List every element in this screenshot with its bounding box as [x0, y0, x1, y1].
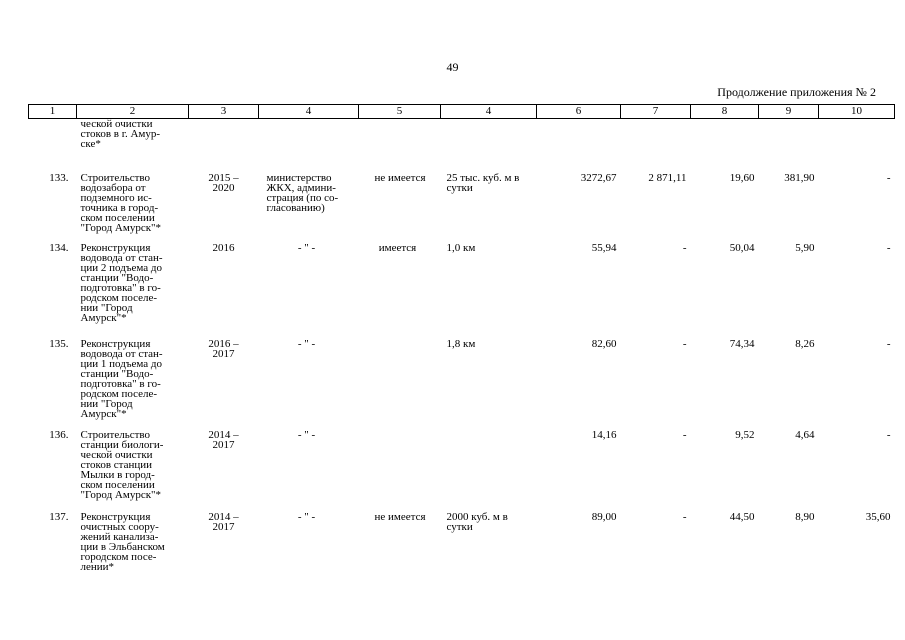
- continuation-label: Продолжение приложения № 2: [717, 85, 876, 99]
- table-row: [29, 119, 895, 169]
- years: 2016: [212, 241, 235, 254]
- capacity: 1,0 км: [446, 241, 476, 254]
- table-row: [29, 169, 895, 239]
- capacity: 25 тыс. куб. м в сутки: [446, 171, 520, 194]
- header-cell: 5: [359, 105, 441, 119]
- years: 2015 – 2020: [208, 171, 239, 194]
- header-cell: 9: [759, 105, 819, 119]
- amount-col-10: -: [886, 337, 891, 350]
- table-row: [29, 426, 895, 508]
- row-number: 137.: [49, 510, 69, 523]
- amount-col-7: -: [682, 241, 687, 254]
- row-number: 133.: [49, 171, 69, 184]
- amount-col-7: -: [682, 337, 687, 350]
- total-amount: [537, 119, 621, 169]
- amount-col-7: -: [682, 428, 687, 441]
- project-name: Реконструкция водовода от стан- ции 2 подъема до станции "Водо- подготовка" в го- родском поселе- нии "Город Амурск"*: [80, 241, 163, 324]
- header-cell: 1: [29, 105, 77, 119]
- amount-col-7: [621, 119, 691, 169]
- amount-col-8: 44,50: [729, 510, 755, 523]
- documentation: [359, 335, 441, 426]
- documentation: не имеется: [374, 510, 426, 523]
- total-amount: 82,60: [591, 337, 617, 350]
- table-header: [29, 105, 895, 119]
- row-number: 136.: [49, 428, 69, 441]
- amount-col-7: 2 871,11: [648, 171, 687, 184]
- amount-col-10: -: [886, 428, 891, 441]
- header-cell: 4: [259, 105, 359, 119]
- documentation: имеется: [378, 241, 417, 254]
- years: 2014 – 2017: [208, 428, 239, 451]
- total-amount: 89,00: [591, 510, 617, 523]
- executor: министерство ЖКХ, админи- страция (по со- гласованию): [266, 171, 339, 214]
- documentation: [359, 426, 441, 508]
- executor: - " -: [297, 241, 316, 254]
- amount-col-8: 9,52: [735, 428, 755, 441]
- amount-col-10: [819, 119, 895, 169]
- executor: - " -: [297, 428, 316, 441]
- table-row: [29, 239, 895, 335]
- project-name: ческой очистки стоков в г. Амур- ске*: [80, 118, 161, 150]
- amount-col-8: 50,04: [729, 241, 755, 254]
- amount-col-9: 8,26: [795, 337, 815, 350]
- executor: - " -: [297, 510, 316, 523]
- table-row: [29, 335, 895, 426]
- amount-col-9: [759, 119, 819, 169]
- project-name: Строительство станции биологи- ческой очистки стоков станции Мылки в город- ском поселении "Город Амурск"*: [80, 428, 164, 501]
- header-cell: 2: [77, 105, 189, 119]
- amount-col-9: 8,90: [795, 510, 815, 523]
- amount-col-7: -: [682, 510, 687, 523]
- page-number: 49: [446, 60, 459, 74]
- executor: - " -: [297, 337, 316, 350]
- capacity: [441, 119, 537, 169]
- header-cell: 10: [819, 105, 895, 119]
- project-name: Реконструкция очистных соору- жений канализа- ции в Эльбанском городском посе- лении*: [80, 510, 165, 573]
- documentation: [359, 119, 441, 169]
- total-amount: 55,94: [591, 241, 617, 254]
- data-table: [28, 104, 895, 578]
- amount-col-9: 381,90: [784, 171, 815, 184]
- row-number: 135.: [49, 337, 69, 350]
- years: [189, 119, 259, 169]
- row-number: 134.: [49, 241, 69, 254]
- years: 2016 – 2017: [208, 337, 239, 360]
- header-cell: 3: [189, 105, 259, 119]
- capacity: [441, 426, 537, 508]
- amount-col-8: 19,60: [729, 171, 755, 184]
- project-name: Строительство водозабора от подземного ис- точника в город- ском поселении "Город Амурск"*: [80, 171, 162, 234]
- amount-col-10: -: [886, 241, 891, 254]
- executor: [259, 119, 359, 169]
- capacity: 1,8 км: [446, 337, 476, 350]
- amount-col-10: 35,60: [865, 510, 891, 523]
- header-cell: 6: [537, 105, 621, 119]
- row-number: [29, 119, 77, 169]
- table-row: [29, 508, 895, 578]
- amount-col-8: 74,34: [729, 337, 755, 350]
- amount-col-9: 5,90: [795, 241, 815, 254]
- capacity: 2000 куб. м в сутки: [446, 510, 508, 533]
- header-cell: 8: [691, 105, 759, 119]
- header-row: [29, 105, 895, 119]
- amount-col-9: 4,64: [795, 428, 815, 441]
- amount-col-10: -: [886, 171, 891, 184]
- documentation: не имеется: [374, 171, 426, 184]
- total-amount: 14,16: [591, 428, 617, 441]
- header-cell: 7: [621, 105, 691, 119]
- header-cell: 4: [441, 105, 537, 119]
- amount-col-8: [691, 119, 759, 169]
- years: 2014 – 2017: [208, 510, 239, 533]
- table-body: [29, 119, 895, 578]
- total-amount: 3272,67: [580, 171, 617, 184]
- project-name: Реконструкция водовода от стан- ции 1 подъема до станции "Водо- подготовка" в го- родском поселе- нии "Город Амурск"*: [80, 337, 163, 420]
